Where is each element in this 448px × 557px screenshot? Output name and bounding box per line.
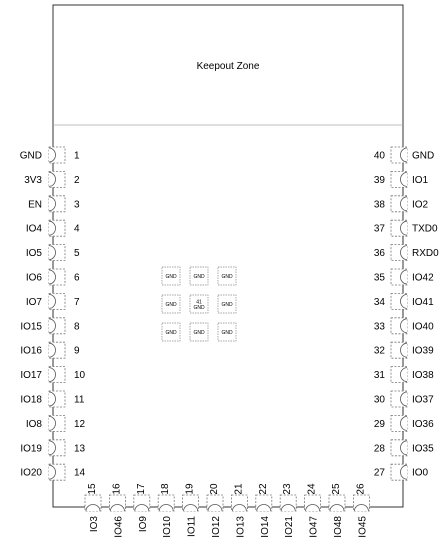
right-pin-number: 39 <box>373 174 385 186</box>
left-pin-name: IO4 <box>25 223 42 235</box>
bottom-pin-name: IO45 <box>357 516 369 538</box>
bottom-pin-number: 22 <box>257 483 269 495</box>
right-pin-name: IO38 <box>412 370 434 382</box>
center-ground-pads <box>162 267 236 341</box>
left-pin-number: 2 <box>74 174 80 186</box>
right-pin-name: IO36 <box>412 418 434 430</box>
bottom-pin-name: IO46 <box>113 516 125 538</box>
left-pin-number: 13 <box>74 443 86 455</box>
left-pin-name: GND <box>19 150 42 162</box>
right-pin-number: 34 <box>373 296 385 308</box>
bottom-pin-number: 17 <box>135 483 147 495</box>
right-pin-name: IO0 <box>412 467 429 479</box>
left-pin-number: 10 <box>74 370 86 382</box>
right-pin-name: IO35 <box>412 443 434 455</box>
bottom-pin-number: 19 <box>184 483 196 495</box>
bottom-pin-name: IO11 <box>186 516 198 537</box>
right-pin-name: IO39 <box>412 345 434 357</box>
left-pin-number: 3 <box>74 199 80 211</box>
left-pin-number: 5 <box>74 248 80 260</box>
left-pin-number: 6 <box>74 272 80 284</box>
bottom-pin-name: IO13 <box>235 516 247 538</box>
module-outline <box>53 5 403 507</box>
right-pin-number: 32 <box>373 345 385 357</box>
bottom-pin-name: IO12 <box>211 516 222 538</box>
bottom-pin-number: 18 <box>160 483 172 495</box>
left-pin-number: 12 <box>74 418 86 430</box>
right-pin-number: 29 <box>373 418 385 430</box>
bottom-pin-name: IO21 <box>284 516 296 538</box>
right-pin-number: 35 <box>373 272 385 284</box>
bottom-pin-name: IO47 <box>308 516 320 538</box>
right-pin-name: IO2 <box>412 199 429 211</box>
ground-pad-label: GND <box>165 302 177 308</box>
bottom-pin-number: 16 <box>111 483 123 495</box>
right-pin-number: 38 <box>373 199 385 211</box>
left-pin-number: 4 <box>74 223 80 235</box>
left-pin-name: IO7 <box>25 296 42 308</box>
right-pin-number: 31 <box>373 370 385 382</box>
left-pin-number: 7 <box>74 296 80 308</box>
right-pin-number: 36 <box>373 248 385 260</box>
left-pin-name: 3V3 <box>24 174 42 186</box>
left-pin-name: IO15 <box>20 321 42 333</box>
left-pin-name: IO6 <box>25 272 42 284</box>
bottom-pin-name: IO3 <box>89 516 100 533</box>
right-pin-name: RXD0 <box>412 248 439 260</box>
bottom-pin-name: IO48 <box>333 516 344 538</box>
bottom-pin-number: 15 <box>87 483 98 495</box>
ground-pad-label: GND <box>193 274 205 280</box>
left-pin-name: IO5 <box>25 248 42 260</box>
ground-pad-label: GND <box>193 330 205 336</box>
ground-pad-label: GND <box>165 274 177 280</box>
right-pin-number: 33 <box>373 321 385 333</box>
ground-pad-label: GND <box>221 330 233 336</box>
right-pin-number: 28 <box>373 443 385 455</box>
right-pin-name: TXD0 <box>412 223 438 235</box>
left-pin-number: 1 <box>74 150 80 162</box>
bottom-pin-number: 20 <box>209 483 220 495</box>
right-pin-name: GND <box>412 150 435 162</box>
bottom-pin-number: 26 <box>355 483 367 495</box>
right-pin-number: 27 <box>373 467 385 479</box>
left-pin-number: 14 <box>74 467 86 479</box>
ground-pad-label: GND <box>193 305 205 311</box>
ground-pad-label: GND <box>221 274 233 280</box>
ground-pad-label: GND <box>165 330 177 336</box>
right-pin-number: 30 <box>373 394 385 406</box>
bottom-pin-number: 25 <box>331 483 342 495</box>
bottom-pin-number: 24 <box>306 483 318 495</box>
left-pin-name: IO8 <box>25 418 42 430</box>
left-pin-name: IO18 <box>20 394 42 406</box>
right-pin-number: 37 <box>373 223 385 235</box>
right-pin-number: 40 <box>373 150 385 162</box>
ground-pad-number: 41 <box>196 299 202 306</box>
left-pin-number: 11 <box>74 394 85 406</box>
left-pin-name: IO16 <box>20 345 42 357</box>
right-pin-name: IO37 <box>412 394 434 406</box>
right-pin-name: IO42 <box>412 272 434 284</box>
left-pin-name: IO19 <box>20 443 42 455</box>
right-pin-name: IO1 <box>412 174 429 186</box>
bottom-pin-name: IO10 <box>162 516 174 538</box>
keepout-zone-label: Keepout Zone <box>196 61 260 72</box>
ground-pad-label: GND <box>221 302 233 308</box>
right-pin-name: IO40 <box>412 321 434 333</box>
bottom-pin-name: IO9 <box>137 516 149 533</box>
right-pin-name: IO41 <box>412 296 434 308</box>
left-pin-number: 9 <box>74 345 80 357</box>
bottom-pin-name: IO14 <box>259 516 271 538</box>
left-pin-number: 8 <box>74 321 80 333</box>
left-pin-name: IO17 <box>20 370 42 382</box>
left-pin-name: EN <box>28 199 42 211</box>
bottom-pin-number: 21 <box>233 483 245 495</box>
left-pin-name: IO20 <box>20 467 42 479</box>
bottom-pin-number: 23 <box>282 483 294 495</box>
